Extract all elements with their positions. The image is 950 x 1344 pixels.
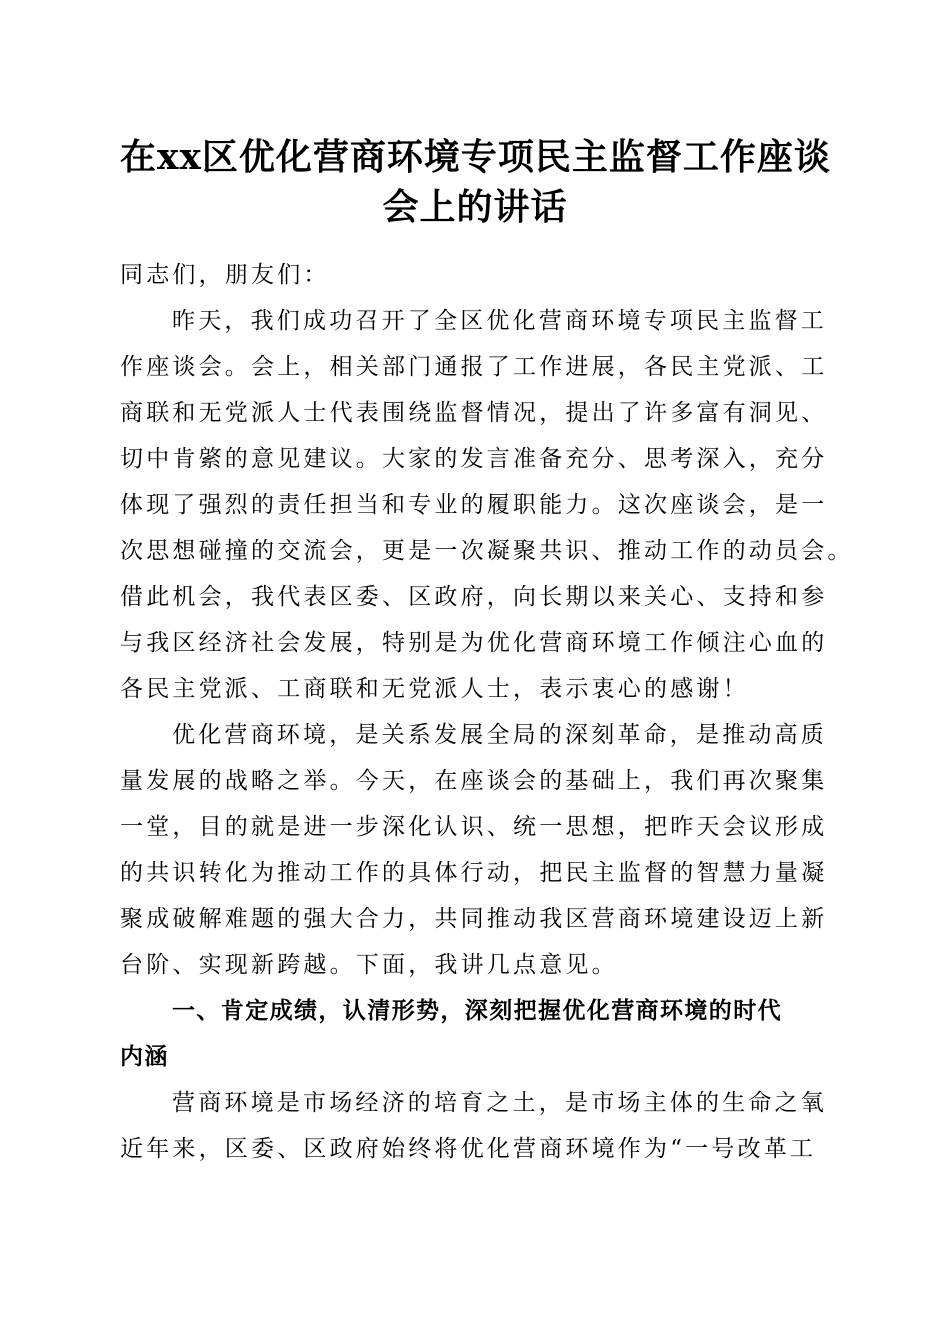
text-line: 聚成破解难题的强大合力，共同推动我区营商环境建设迈上新 xyxy=(120,906,828,932)
salutation: 同志们，朋友们： xyxy=(120,262,330,288)
title-line: 会上的讲话 xyxy=(382,186,568,228)
section-heading-1 xyxy=(120,988,840,1080)
paragraph-2 xyxy=(120,712,840,988)
heading-line: 一、肯定成绩，认清形势，深刻把握优化营商环境的时代 xyxy=(172,998,782,1024)
text-line: 商联和无党派人士代表围绕监督情况，提出了许多富有洞见、 xyxy=(120,400,828,426)
text-line: 优化营商环境，是关系发展全局的深刻革命，是推动高质 xyxy=(172,722,827,748)
text-line: 的共识转化为推动工作的具体行动，把民主监督的智慧力量凝 xyxy=(120,860,828,886)
text-line: 昨天，我们成功召开了全区优化营商环境专项民主监督工 xyxy=(172,308,827,334)
title-line: 在xx区优化营商环境专项民主监督工作座谈 xyxy=(120,136,831,178)
document-body xyxy=(120,252,854,1172)
text-line: 近年来，区委、区政府始终将优化营商环境作为“一号改革工 xyxy=(120,1136,817,1162)
text-line: 借此机会，我代表区委、区政府，向长期以来关心、支持和参 xyxy=(120,584,828,610)
paragraph-3 xyxy=(120,1080,840,1172)
text-line: 体现了强烈的责任担当和专业的履职能力。这次座谈会，是一 xyxy=(120,492,828,518)
text-line: 切中肯綮的意见建议。大家的发言准备充分、思考深入，充分 xyxy=(120,446,828,472)
document-title xyxy=(120,132,830,232)
text-line: 量发展的战略之举。今天，在座谈会的基础上，我们再次聚集 xyxy=(120,768,828,794)
text-line: 台阶、实现新跨越。下面，我讲几点意见。 xyxy=(120,952,618,978)
text-line: 一堂，目的就是进一步深化认识、统一思想，把昨天会议形成 xyxy=(120,814,828,840)
heading-line: 内涵 xyxy=(120,1044,169,1070)
text-line: 与我区经济社会发展，特别是为优化营商环境工作倾注心血的 xyxy=(120,630,828,656)
text-line: 次思想碰撞的交流会，更是一次凝聚共识、推动工作的动员会。 xyxy=(120,538,854,564)
paragraph-1 xyxy=(120,298,854,712)
text-line: 作座谈会。会上，相关部门通报了工作进展，各民主党派、工 xyxy=(120,354,828,380)
text-line: 营商环境是市场经济的培育之土，是市场主体的生命之氧 xyxy=(172,1090,827,1116)
text-line: 各民主党派、工商联和无党派人士，表示衷心的感谢！ xyxy=(120,676,749,702)
